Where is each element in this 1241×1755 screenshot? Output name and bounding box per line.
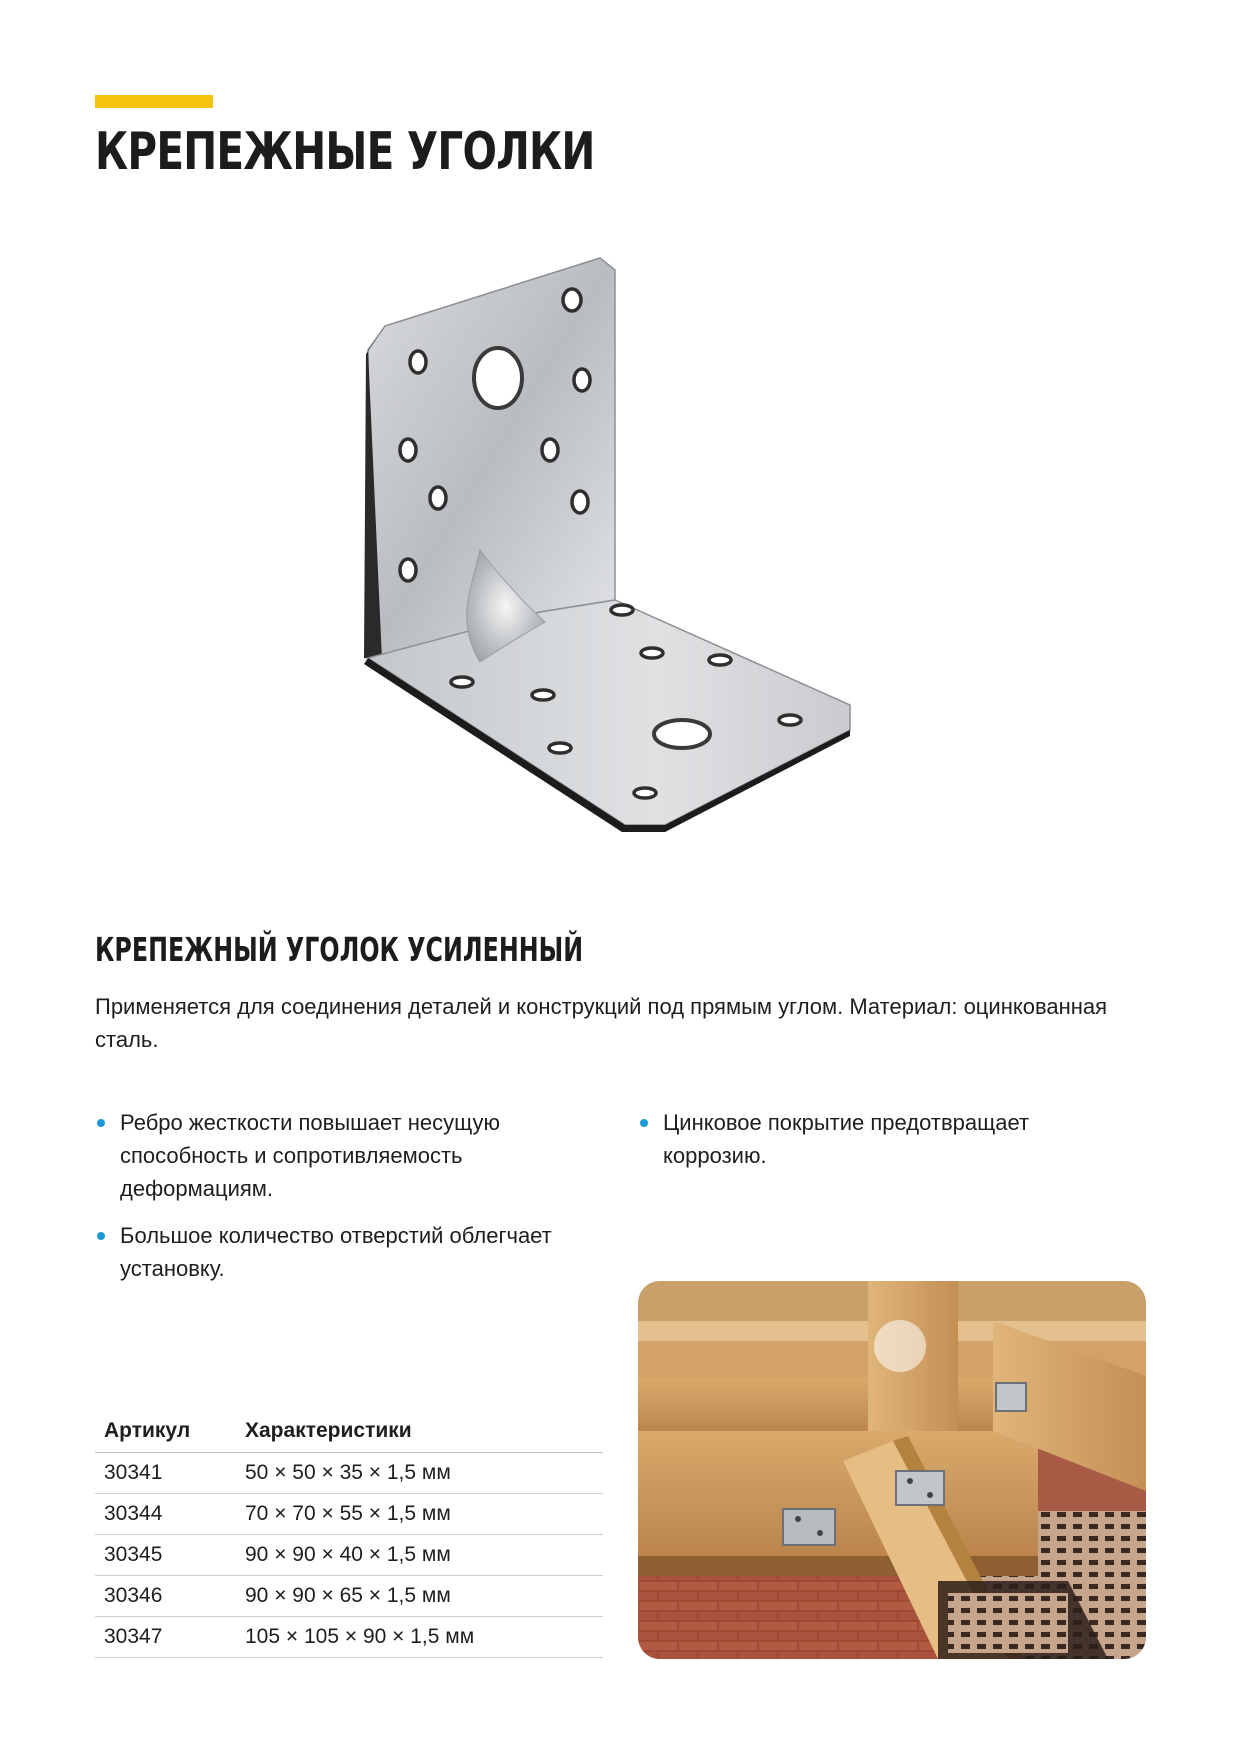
table-row [95,1494,603,1535]
bullet-dot-icon [97,1119,105,1127]
features-list-left [95,1106,615,1299]
table-header-row [95,1410,603,1453]
product-title: КРЕПЕЖНЫЙ УГОЛОК УСИЛЕННЫЙ [95,930,584,969]
product-description: Применяется для соединения деталей и конструкций под прямым углом. Материал: оцинкованная сталь. [95,994,1108,1052]
spec-table [95,1410,603,1658]
page-title: КРЕПЕЖНЫЕ УГОЛКИ [95,122,595,182]
article-cell: 30345 [95,1535,236,1576]
feature-text: Ребро жесткости повышает несущую способность и сопротивляемость деформациям. [120,1110,500,1201]
specs-cell: 50 × 50 × 35 × 1,5 мм [236,1453,603,1494]
column-header-specs: Характеристики [236,1410,603,1453]
feature-item [95,1219,615,1285]
angle-bracket-image [360,250,880,850]
accent-bar [95,95,213,108]
table-row [95,1576,603,1617]
specs-cell: 105 × 105 × 90 × 1,5 мм [236,1617,603,1658]
installation-photo [638,1281,1146,1659]
table-row [95,1453,603,1494]
feature-item [95,1106,615,1205]
article-cell: 30347 [95,1617,236,1658]
bullet-dot-icon [97,1232,105,1240]
specs-cell: 90 × 90 × 40 × 1,5 мм [236,1535,603,1576]
article-cell: 30344 [95,1494,236,1535]
features-list-right [638,1106,1138,1186]
column-header-article: Артикул [95,1410,236,1453]
specs-cell: 90 × 90 × 65 × 1,5 мм [236,1576,603,1617]
feature-text: Большое количество отверстий облегчает установку. [120,1223,552,1281]
bullet-dot-icon [640,1119,648,1127]
article-cell: 30346 [95,1576,236,1617]
article-cell: 30341 [95,1453,236,1494]
table-row [95,1535,603,1576]
table-row [95,1617,603,1658]
feature-item [638,1106,1138,1172]
specs-cell: 70 × 70 × 55 × 1,5 мм [236,1494,603,1535]
feature-text: Цинковое покрытие предотвращает коррозию. [663,1110,1030,1168]
installed-bracket-photo-icon [638,1281,1146,1659]
